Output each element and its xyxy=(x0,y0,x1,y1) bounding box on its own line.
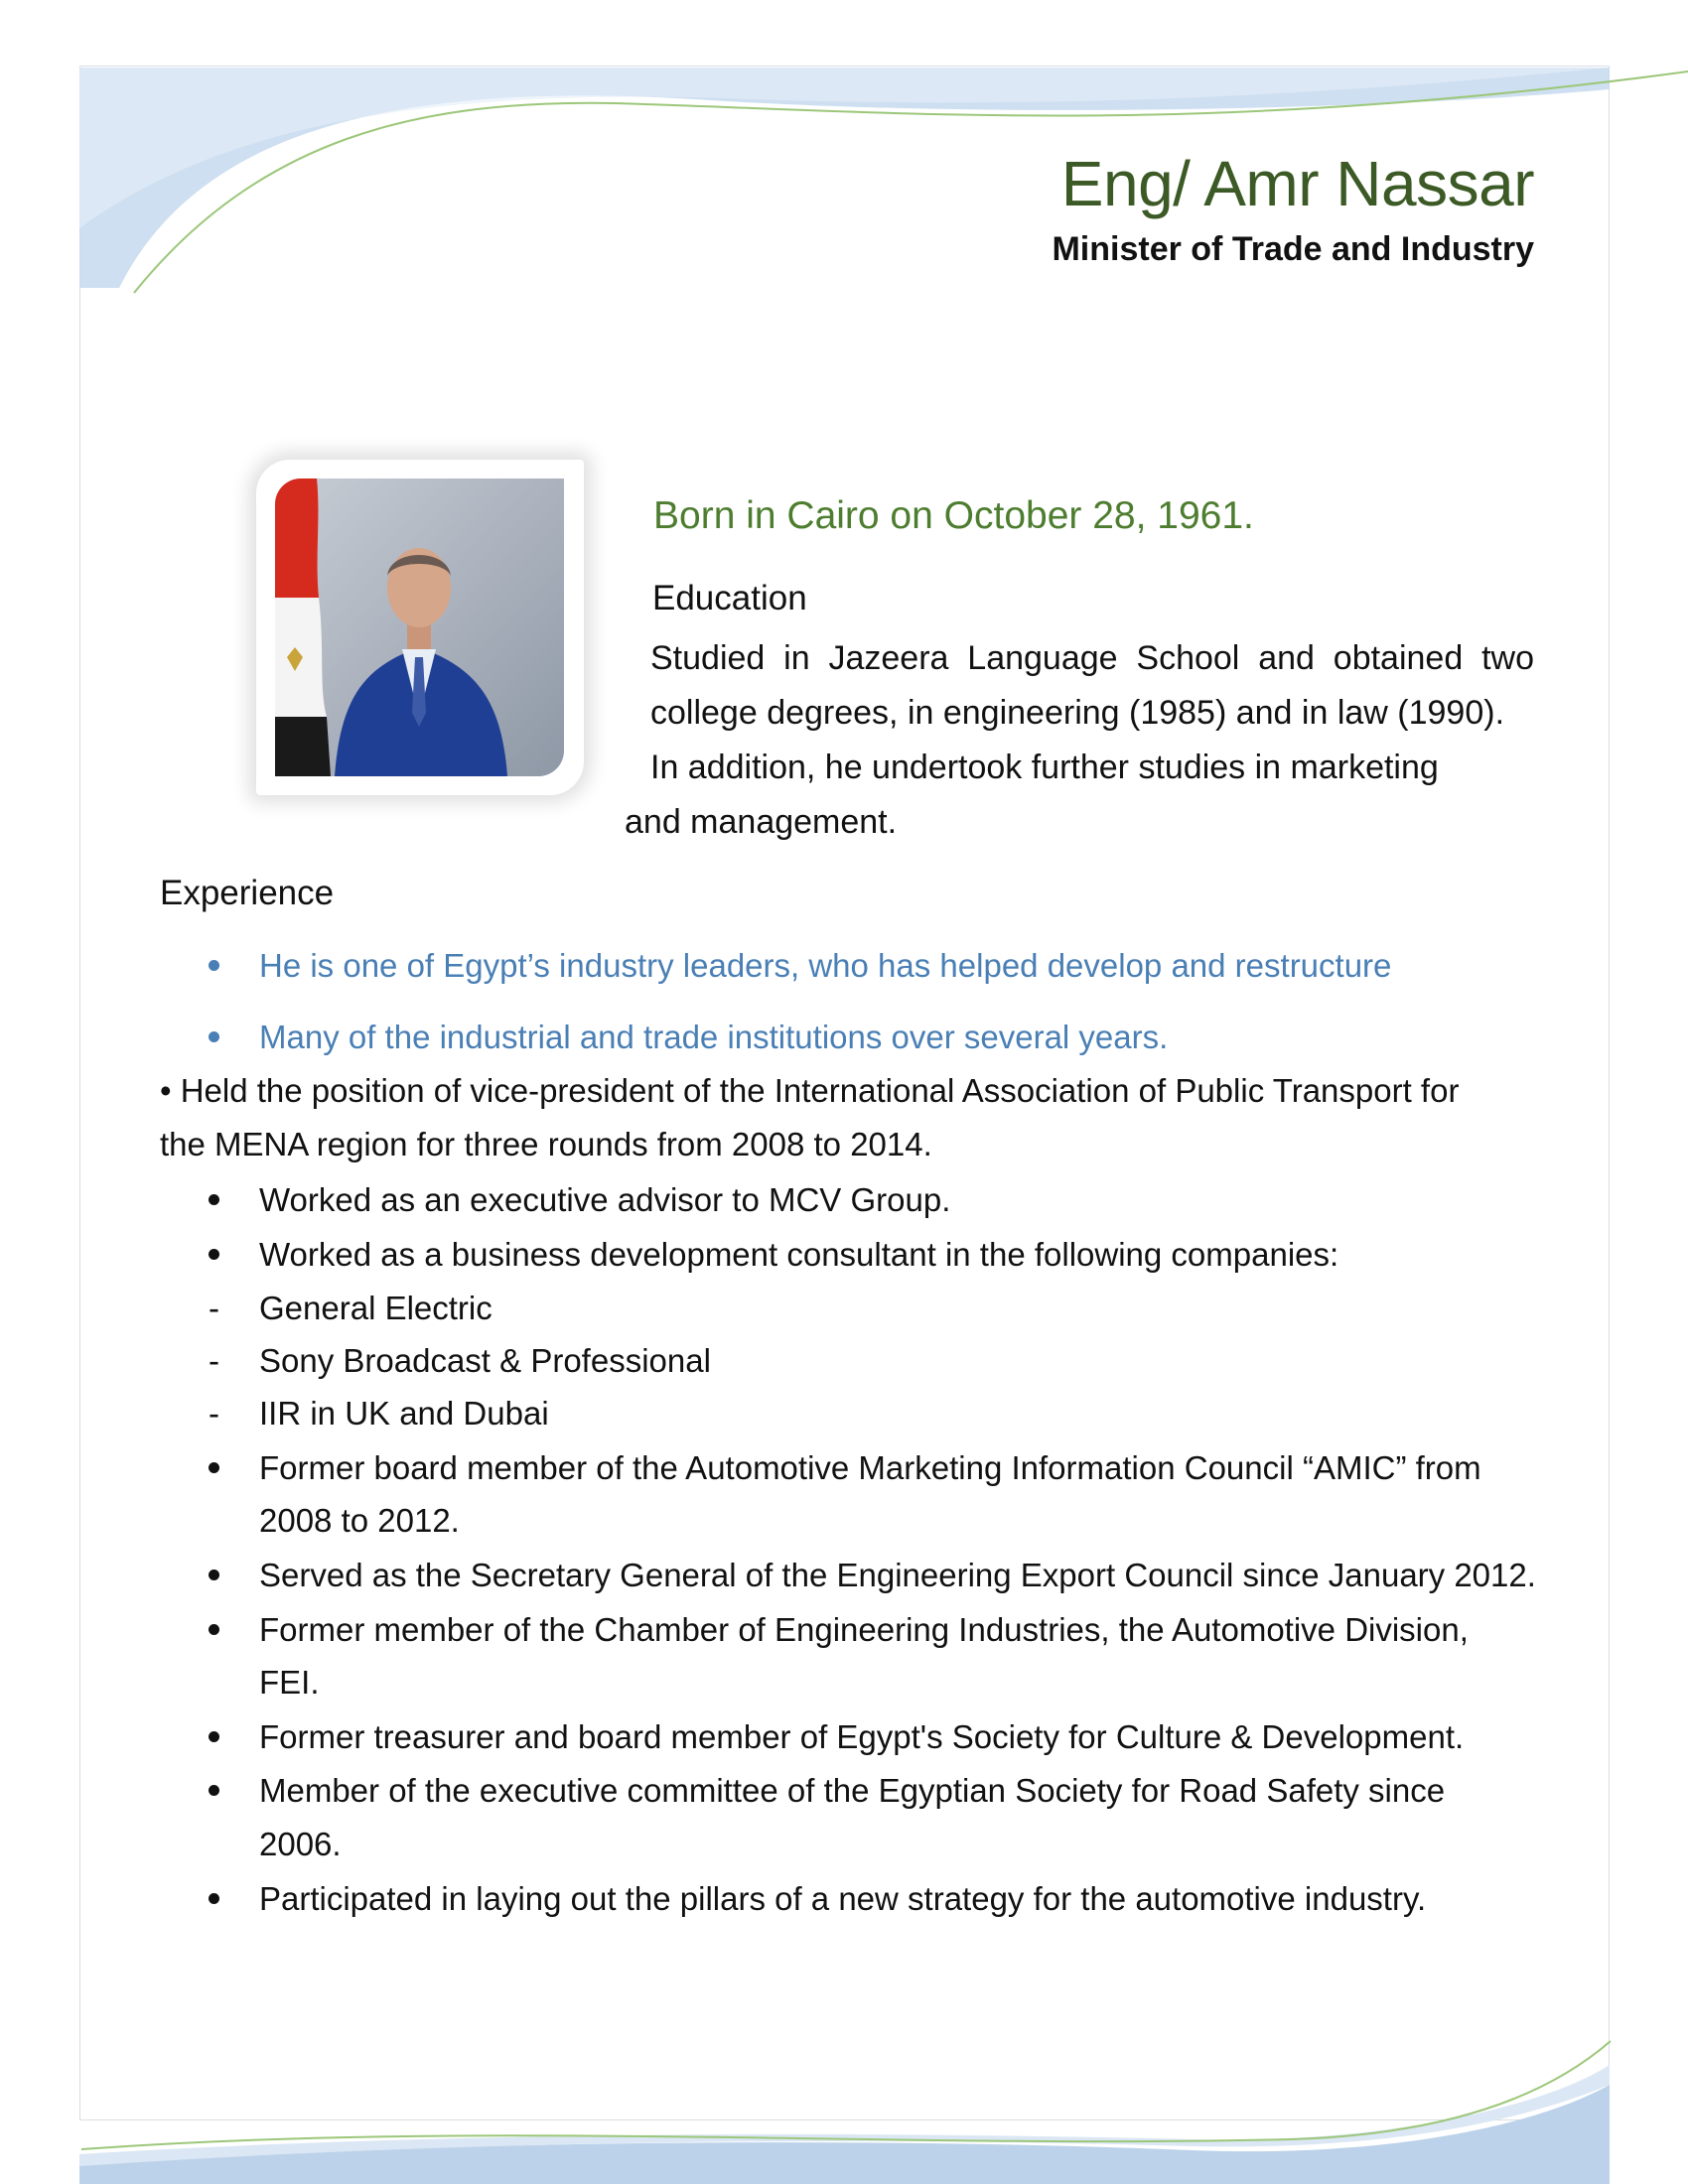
person-name-heading: Eng/ Amr Nassar xyxy=(1060,148,1534,219)
bullet-icon xyxy=(209,1718,219,1756)
list-item-text: Former member of the Chamber of Engineering Industries, the Automotive Division, xyxy=(259,1611,1469,1648)
list-item xyxy=(259,1772,1445,1810)
list-item-text: Served as the Secretary General of the Engineering Export Council since January 2012. xyxy=(259,1557,1536,1593)
list-item-text: Former treasurer and board member of Egypt's Society for Culture & Development. xyxy=(259,1718,1465,1755)
dash-marker: - xyxy=(209,1342,219,1379)
bullet-icon xyxy=(209,1880,219,1918)
bullet-icon xyxy=(209,1181,219,1219)
list-item-text: Participated in laying out the pillars of a new strategy for the automotive industry. xyxy=(259,1880,1427,1917)
bottom-green-line xyxy=(81,2041,1611,2149)
education-line-1: Studied in Jazeera Language School and obtained two xyxy=(650,639,1534,677)
list-item-text: IIR in UK and Dubai xyxy=(259,1395,549,1432)
bullet-icon xyxy=(209,1772,219,1810)
list-item xyxy=(259,1449,1481,1487)
list-item xyxy=(259,1718,1464,1756)
list-item-text: Worked as an executive advisor to MCV Group. xyxy=(259,1181,951,1218)
highlight-item xyxy=(259,1019,1168,1056)
list-item-continuation: 2008 to 2012. xyxy=(259,1502,460,1539)
list-item-continuation: 2006. xyxy=(259,1826,342,1862)
dash-marker: - xyxy=(209,1290,219,1326)
person-position-title: Minister of Trade and Industry xyxy=(1052,230,1534,268)
list-item xyxy=(259,1181,950,1219)
highlight-text: Many of the industrial and trade institutions over several years. xyxy=(259,1019,1169,1055)
education-heading: Education xyxy=(652,579,807,617)
list-item xyxy=(209,1395,549,1433)
education-line-4: and management. xyxy=(625,803,898,841)
list-item-text: General Electric xyxy=(259,1290,492,1326)
list-item-continuation: FEI. xyxy=(259,1664,320,1701)
list-item-text: Sony Broadcast & Professional xyxy=(259,1342,711,1379)
bullet-icon xyxy=(209,1611,219,1649)
list-item xyxy=(259,1236,1338,1274)
bullet-icon xyxy=(209,947,219,985)
vp-line-1: • Held the position of vice-president of the International Association of Public Transport for xyxy=(160,1072,1460,1109)
bullet-icon xyxy=(209,1449,219,1487)
list-item xyxy=(259,1557,1536,1594)
list-item-text: Worked as a business development consultant in the following companies: xyxy=(259,1236,1339,1273)
bullet-icon xyxy=(209,1236,219,1274)
list-item xyxy=(259,1880,1426,1918)
portrait-photo-frame xyxy=(256,460,584,795)
birth-info: Born in Cairo on October 28, 1961. xyxy=(653,494,1254,537)
flag-black-stripe xyxy=(275,717,331,776)
dash-marker: - xyxy=(209,1395,219,1432)
bullet-icon xyxy=(209,1019,219,1056)
bullet-icon xyxy=(209,1557,219,1594)
list-item-text: Former board member of the Automotive Marketing Information Council “AMIC” from xyxy=(259,1449,1481,1486)
education-line-3: In addition, he undertook further studies in marketing xyxy=(650,749,1439,786)
list-item xyxy=(209,1290,492,1327)
list-item xyxy=(259,1611,1469,1649)
flag-red-stripe xyxy=(275,478,319,598)
vp-line-2: the MENA region for three rounds from 2008 to 2014. xyxy=(160,1126,932,1162)
highlight-item xyxy=(259,947,1391,985)
highlight-text: He is one of Egypt’s industry leaders, who has helped develop and restructure xyxy=(259,947,1392,984)
list-item-text: Member of the executive committee of the Egyptian Society for Road Safety since xyxy=(259,1772,1446,1809)
education-line-2: college degrees, in engineering (1985) and in law (1990). xyxy=(650,694,1505,732)
experience-heading: Experience xyxy=(160,874,335,912)
portrait-photo xyxy=(275,478,564,776)
list-item xyxy=(209,1342,711,1380)
portrait-illustration xyxy=(275,478,564,776)
